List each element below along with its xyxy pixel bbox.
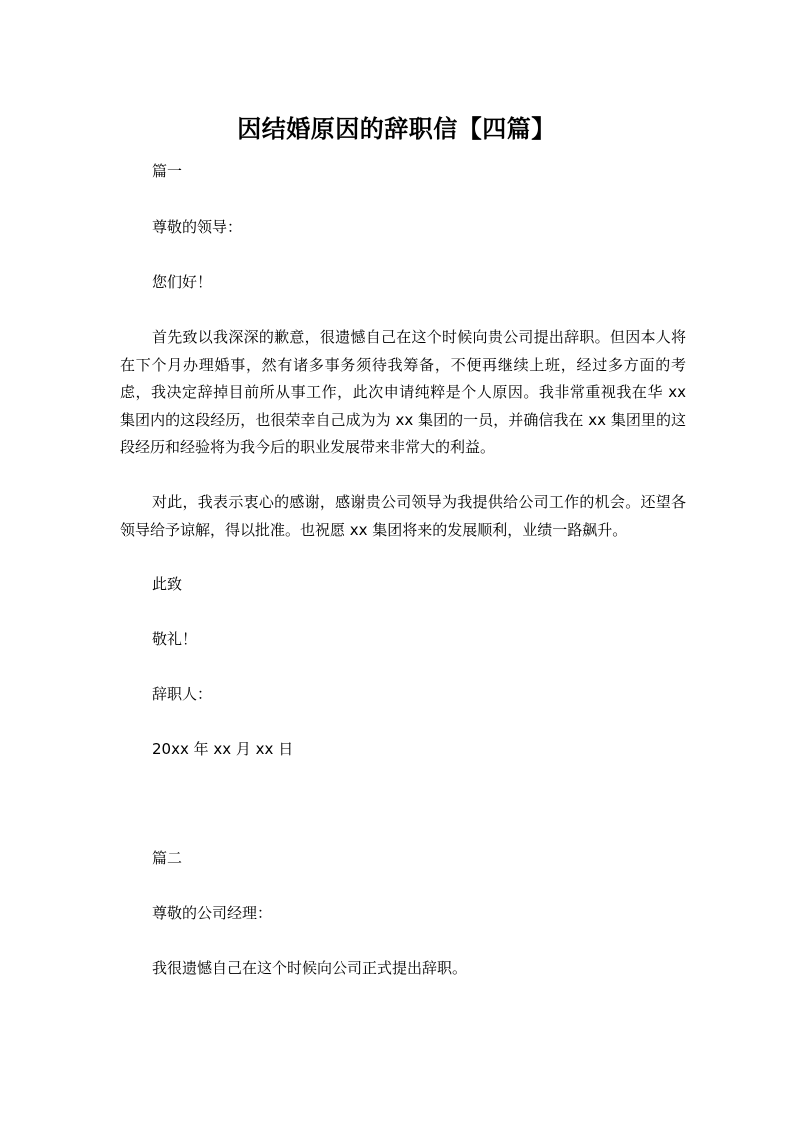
part1-greeting: 您们好！ bbox=[152, 273, 213, 291]
part1-paragraph-2: 对此，我表示衷心的感谢，感谢贵公司领导为我提供给公司工作的机会。还望各领导给予谅解，得以批准。也祝愿 xx 集团将来的发展顺利，业绩一路飙升。 bbox=[120, 493, 686, 539]
part2-heading: 篇二 bbox=[152, 849, 183, 867]
part2-paragraph-1: 我很遗憾自己在这个时候向公司正式提出辞职。 bbox=[152, 959, 468, 977]
part1-signature: 辞职人： bbox=[152, 685, 213, 703]
part2-salutation: 尊敬的公司经理： bbox=[152, 904, 273, 922]
part1-date: 20xx 年 xx 月 xx 日 bbox=[152, 740, 294, 758]
part1-closing-1: 此致 bbox=[152, 575, 183, 593]
part1-heading: 篇一 bbox=[152, 162, 183, 180]
part1-paragraph-1: 首先致以我深深的歉意，很遗憾自己在这个时候向贵公司提出辞职。但因本人将在下个月办理婚事，然有诸多事务须待我筹备，不便再继续上班，经过多方面的考虑，我决定辞掉目前所从事工作，此次申请纯粹是个人原因。我非常重视我在华 xx 集团内的这段经历，也很荣幸自己成为为 xx 集团的一员，并确信我在 xx 集团里的这段经历和经验将为我今后的职业发展带来非常大的利益。 bbox=[120, 328, 686, 456]
part1-closing-2: 敬礼！ bbox=[152, 630, 198, 648]
document-title: 因结婚原因的辞职信【四篇】 bbox=[237, 115, 556, 143]
part1-salutation: 尊敬的领导： bbox=[152, 218, 243, 236]
